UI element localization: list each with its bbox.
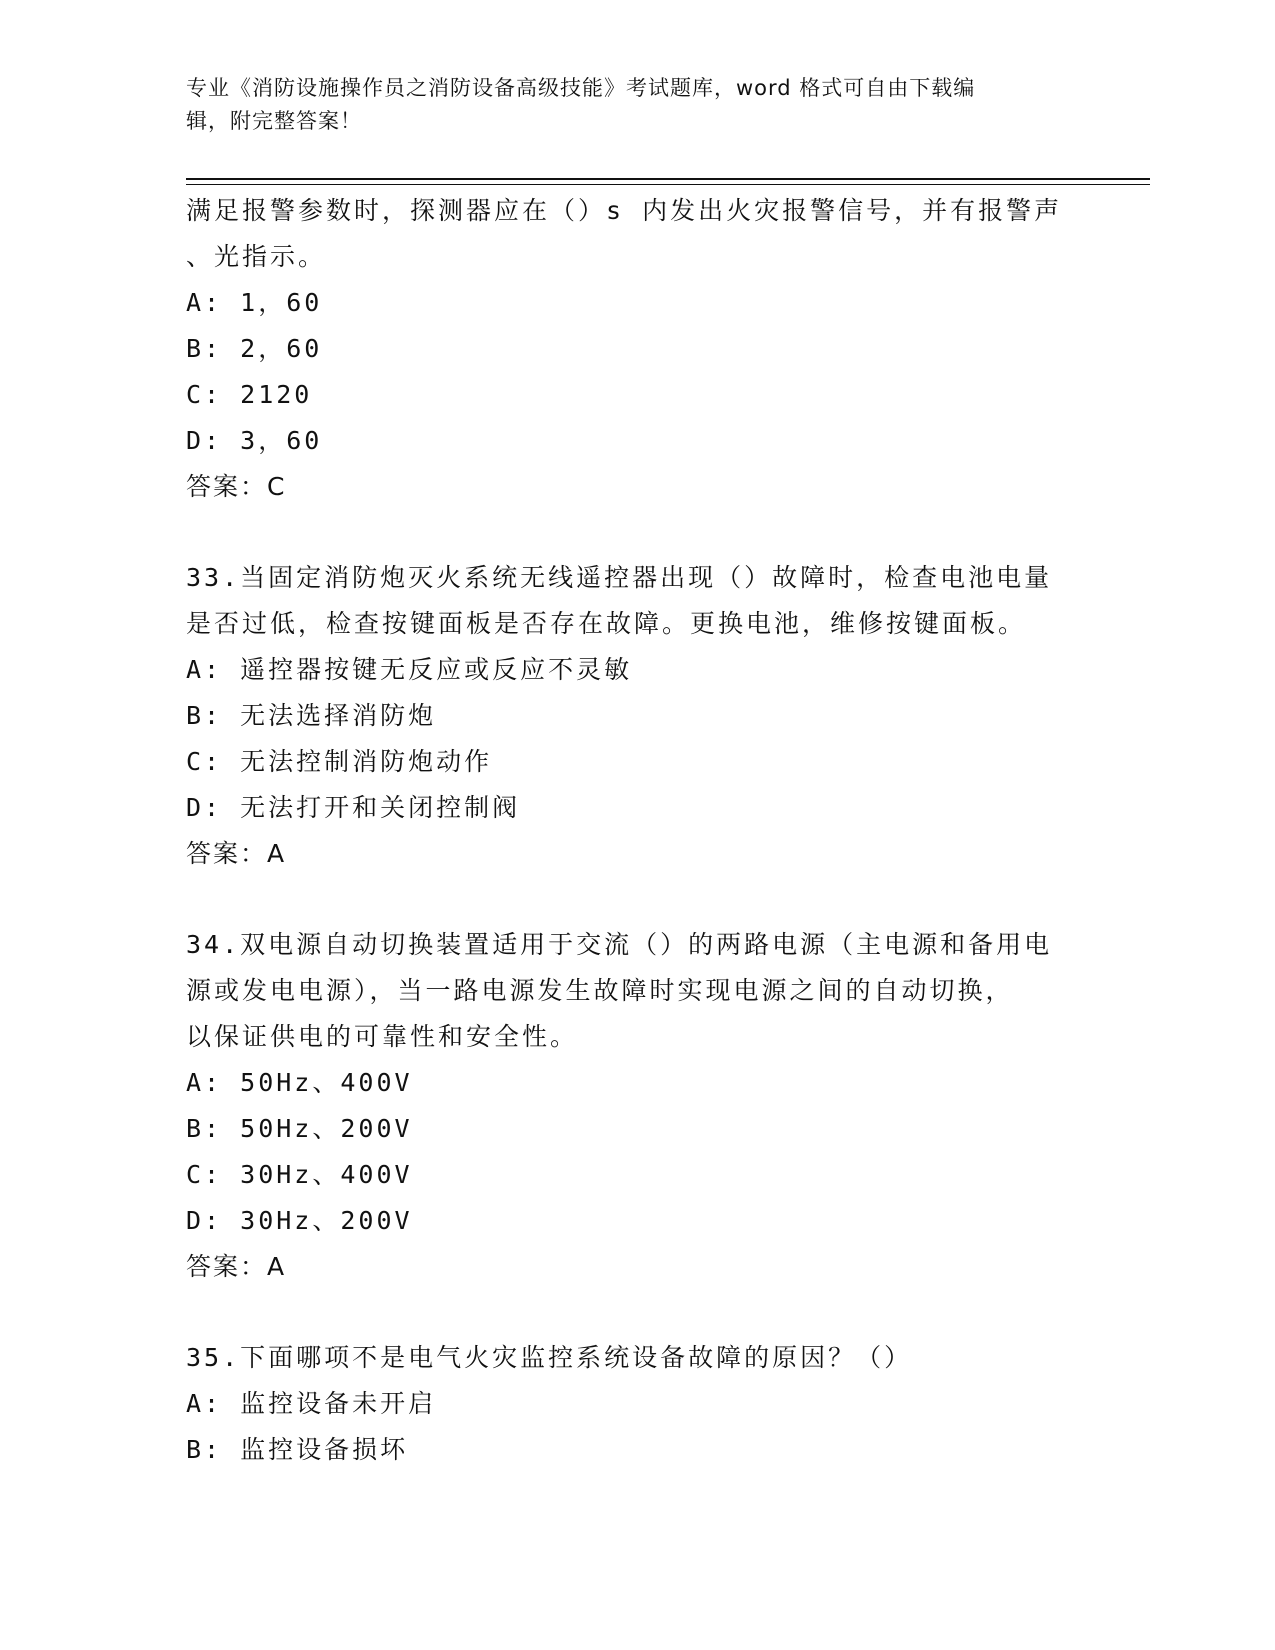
option-c: C: 2120 <box>186 380 313 409</box>
question-33 <box>186 555 1086 877</box>
option-b: B: 监控设备损坏 <box>186 1435 409 1464</box>
header-divider-thin <box>186 184 1150 185</box>
question-stem-line: 以保证供电的可靠性和安全性。 <box>186 1022 579 1051</box>
question-stem-line: 、光指示。 <box>186 242 327 271</box>
option-a: A: 监控设备未开启 <box>186 1389 437 1418</box>
answer-line: 答案：A <box>186 839 287 868</box>
option-d: D: 无法打开和关闭控制阀 <box>186 793 521 822</box>
answer-line: 答案：C <box>186 472 287 501</box>
question-list <box>186 188 1086 1473</box>
header-line-2: 辑，附完整答案！ <box>186 109 362 133</box>
option-c: C: 无法控制消防炮动作 <box>186 747 493 776</box>
option-d: D: 30Hz、200V <box>186 1206 413 1235</box>
header-divider-thick <box>186 178 1150 180</box>
option-a: A: 遥控器按键无反应或反应不灵敏 <box>186 655 633 684</box>
question-spacer <box>186 510 1086 555</box>
question-stem-line: 33.当固定消防炮灭火系统无线遥控器出现（）故障时，检查电池电量 <box>186 563 1053 592</box>
question-stem-line: 34.双电源自动切换装置适用于交流（）的两路电源（主电源和备用电 <box>186 930 1053 959</box>
question-stem-line: 35.下面哪项不是电气火灾监控系统设备故障的原因？（） <box>186 1343 913 1372</box>
question-stem-line: 源或发电电源），当一路电源发生故障时实现电源之间的自动切换， <box>186 976 1014 1005</box>
header-line-1: 专业《消防设施操作员之消防设备高级技能》考试题库，word 格式可自由下载编 <box>186 76 976 100</box>
option-b: B: 2，60 <box>186 334 323 363</box>
option-d: D: 3，60 <box>186 426 323 455</box>
question-35 <box>186 1335 1086 1473</box>
option-b: B: 无法选择消防炮 <box>186 701 437 730</box>
option-b: B: 50Hz、200V <box>186 1114 413 1143</box>
question-stem-line: 是否过低，检查按键面板是否存在故障。更换电池，维修按键面板。 <box>186 609 1027 638</box>
option-a: A: 1，60 <box>186 288 323 317</box>
answer-line: 答案：A <box>186 1252 287 1281</box>
document-header <box>186 72 1066 138</box>
option-a: A: 50Hz、400V <box>186 1068 413 1097</box>
question-spacer <box>186 877 1086 922</box>
question-32 <box>186 188 1086 510</box>
question-spacer <box>186 1290 1086 1335</box>
question-stem-line: 满足报警参数时，探测器应在（）s 内发出火灾报警信号，并有报警声 <box>186 196 1063 225</box>
option-c: C: 30Hz、400V <box>186 1160 413 1189</box>
question-34 <box>186 922 1086 1290</box>
